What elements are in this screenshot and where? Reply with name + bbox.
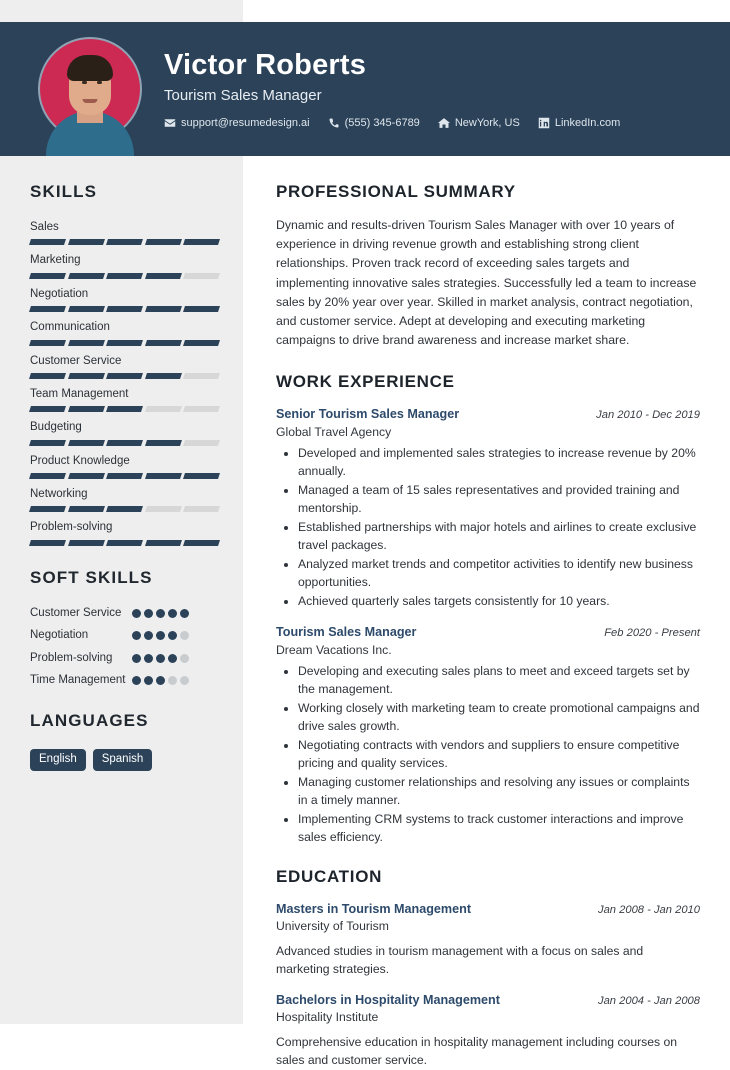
skill-level-segment — [106, 239, 143, 245]
entry-organization: University of Tourism — [276, 919, 389, 934]
skill-level-segment — [145, 239, 182, 245]
rating-dot — [144, 631, 153, 640]
sidebar — [0, 156, 243, 1024]
entry-title: Bachelors in Hospitality Management — [276, 993, 500, 1008]
soft-skill-rating — [132, 606, 190, 618]
skill-level-segment — [68, 406, 105, 412]
entry-description: Advanced studies in tourism management with a focus on sales and marketing strategies. — [276, 943, 644, 976]
skill-level-segment — [145, 473, 182, 479]
entry-organization: Hospitality Institute — [276, 1010, 379, 1025]
education-entry-list — [276, 901, 700, 1070]
soft-skill-label: Customer Service — [30, 606, 122, 619]
skills-section — [30, 182, 219, 546]
entry-title: Masters in Tourism Management — [276, 901, 472, 916]
skill-level-segment — [68, 373, 105, 379]
contact-phone[interactable] — [328, 117, 420, 129]
avatar-mouth — [83, 99, 98, 103]
entry-header — [276, 901, 700, 917]
soft-skill-rating — [132, 651, 190, 663]
skill-level-bar — [30, 473, 219, 479]
skill-level-segment — [68, 506, 105, 512]
skill-level-bar — [30, 440, 219, 446]
skill-level-segment — [29, 340, 66, 346]
skill-level-segment — [145, 506, 182, 512]
skill-level-segment — [68, 306, 105, 312]
skill-level-segment — [29, 440, 66, 446]
languages-section — [30, 711, 219, 771]
rating-dot — [132, 676, 141, 685]
education-entry — [276, 992, 700, 1069]
skill-level-bar — [30, 306, 219, 312]
soft-skills-list — [30, 606, 219, 689]
main-content — [243, 156, 730, 1068]
rating-dot — [144, 609, 153, 618]
soft-skill-item — [30, 651, 219, 667]
skill-level-segment — [183, 340, 220, 346]
work-experience-section — [276, 372, 700, 846]
language-tag[interactable]: Spanish — [93, 749, 153, 771]
rating-dot — [156, 609, 165, 618]
skill-level-segment — [68, 273, 105, 279]
contact-location[interactable] — [438, 117, 520, 129]
soft-skill-item — [30, 606, 219, 622]
summary-section — [276, 182, 700, 350]
skill-label: Team Management — [30, 387, 129, 400]
skill-item — [30, 253, 219, 278]
skill-level-segment — [68, 473, 105, 479]
rating-dot — [168, 631, 177, 640]
skill-level-bar — [30, 406, 219, 412]
rating-dot — [156, 631, 165, 640]
summary-heading: PROFESSIONAL SUMMARY — [276, 182, 516, 201]
skill-level-segment — [145, 406, 182, 412]
rating-dot — [180, 631, 189, 640]
entry-date: Feb 2020 - Present — [604, 627, 700, 640]
entry-date: Jan 2004 - Jan 2008 — [597, 995, 700, 1008]
skill-label: Marketing — [30, 254, 81, 267]
entry-bullet: • Negotiating contracts with vendors and suppliers to ensure competitive pricing and quality services. — [298, 737, 700, 773]
job-title: Tourism Sales Manager — [164, 86, 322, 104]
skill-label: Communication — [30, 321, 110, 334]
rating-dot — [144, 676, 153, 685]
soft-skill-rating — [132, 673, 190, 685]
skill-level-segment — [183, 306, 220, 312]
contact-email-text: support@resumedesign.ai — [181, 116, 310, 129]
skill-level-segment — [106, 440, 143, 446]
skill-item — [30, 520, 219, 545]
soft-skills-section — [30, 568, 219, 689]
entry-bullet: • Analyzed market trends and competitor activities to identify new business opportunities. — [298, 556, 700, 592]
skills-list — [30, 220, 219, 546]
skill-label: Sales — [30, 221, 59, 233]
skill-level-segment — [29, 373, 66, 379]
languages-list — [30, 749, 219, 771]
skill-level-segment — [183, 406, 220, 412]
rating-dot — [168, 609, 177, 618]
resume-header — [0, 22, 730, 156]
resume-body — [0, 156, 730, 1068]
contact-email[interactable] — [164, 117, 310, 129]
skill-level-segment — [29, 473, 66, 479]
skill-level-segment — [29, 273, 66, 279]
skill-label: Networking — [30, 488, 88, 500]
skills-heading: SKILLS — [30, 182, 98, 201]
skill-level-segment — [106, 273, 143, 279]
skill-level-segment — [29, 306, 66, 312]
rating-dot — [156, 654, 165, 663]
languages-heading: LANGUAGES — [30, 710, 149, 730]
entry-bullet: • Managed a team of 15 sales representatives and provided training and mentorship. — [298, 482, 700, 518]
contact-phone-text: (555) 345-6789 — [344, 116, 420, 129]
skill-label: Budgeting — [30, 421, 82, 434]
skill-item — [30, 420, 219, 445]
skill-level-segment — [29, 540, 66, 546]
entry-bullet: • Developing and executing sales plans to meet and exceed targets set by the management. — [298, 663, 700, 699]
skill-level-segment — [183, 440, 220, 446]
rating-dot — [180, 676, 189, 685]
skill-level-segment — [183, 540, 220, 546]
entry-description: Comprehensive education in hospitality management including courses on sales and customer service. — [276, 1034, 678, 1068]
entry-title: Tourism Sales Manager — [276, 625, 417, 640]
entry-date: Jan 2010 - Dec 2019 — [596, 409, 700, 422]
skill-level-segment — [183, 239, 220, 245]
skill-level-segment — [106, 340, 143, 346]
entry-bullet: • Developed and implemented sales strategies to increase revenue by 20% annually. — [298, 445, 700, 481]
skill-item — [30, 320, 219, 345]
linkedin-icon — [538, 117, 550, 129]
skill-level-segment — [106, 306, 143, 312]
entry-organization: Global Travel Agency — [276, 424, 392, 439]
skill-item — [30, 387, 219, 412]
contact-linkedin[interactable] — [538, 117, 620, 129]
contact-linkedin-text: LinkedIn.com — [554, 116, 621, 129]
entry-organization: Dream Vacations Inc. — [276, 642, 392, 657]
skill-label: Customer Service — [30, 354, 122, 367]
contact-location-text: NewYork, US — [454, 116, 520, 129]
soft-skill-label: Negotiation — [30, 629, 89, 642]
avatar — [38, 37, 142, 141]
skill-label: Product Knowledge — [30, 454, 130, 467]
rating-dot — [156, 676, 165, 685]
soft-skill-item — [30, 673, 219, 689]
skill-item — [30, 454, 219, 479]
skill-level-segment — [106, 373, 143, 379]
contact-row — [164, 117, 620, 129]
skill-level-bar — [30, 540, 219, 546]
skill-level-segment — [68, 239, 105, 245]
skill-level-bar — [30, 273, 219, 279]
skill-level-segment — [145, 373, 182, 379]
rating-dot — [144, 654, 153, 663]
entry-date: Jan 2008 - Jan 2010 — [597, 903, 700, 916]
work-entry — [276, 624, 700, 846]
skill-level-segment — [183, 273, 220, 279]
entry-bullet: • Established partnerships with major hotels and airlines to create exclusive travel packages. — [298, 519, 700, 555]
rating-dot — [168, 676, 177, 685]
entry-bullet: • Implementing CRM systems to track customer interactions and improve sales efficiency. — [298, 811, 700, 847]
entry-bullet: • Achieved quarterly sales targets consistently for 10 years. — [298, 593, 700, 611]
avatar-hair — [67, 55, 113, 81]
avatar-eye-left — [82, 81, 87, 84]
skill-level-segment — [29, 239, 66, 245]
skill-level-segment — [183, 373, 220, 379]
skill-item — [30, 354, 219, 379]
skill-level-segment — [145, 306, 182, 312]
soft-skill-label: Time Management — [30, 674, 126, 687]
skill-level-segment — [145, 540, 182, 546]
skill-level-segment — [68, 540, 105, 546]
rating-dot — [168, 654, 177, 663]
skill-level-bar — [30, 340, 219, 346]
skill-level-bar — [30, 506, 219, 512]
skill-level-bar — [30, 373, 219, 379]
header-text-group — [164, 49, 620, 128]
entry-header — [276, 624, 700, 640]
rating-dot — [132, 631, 141, 640]
entry-header — [276, 406, 700, 422]
entry-title: Senior Tourism Sales Manager — [276, 407, 460, 422]
skill-level-segment — [183, 506, 220, 512]
summary-text: Dynamic and results-driven Tourism Sales Manager with over 10 years of experience in driving revenue growth and establishing strong client relationships. Proven track record of exceeding sales targets and implementing innovative sales strategies. Successfully led a team to increase sales by 20% year over year. Skilled in market analysis, contract negotiation, and customer service. Adept at developing and executing marketing campaigns to drive brand awareness and increase market share. — [276, 218, 697, 348]
skill-level-segment — [106, 473, 143, 479]
rating-dot — [132, 654, 141, 663]
skill-item — [30, 220, 219, 245]
rating-dot — [180, 654, 189, 663]
soft-skill-rating — [132, 628, 190, 640]
skill-item — [30, 487, 219, 512]
entry-bullet-list — [276, 445, 700, 610]
work-experience-heading: WORK EXPERIENCE — [276, 372, 455, 392]
education-entry — [276, 901, 700, 978]
skill-label: Negotiation — [30, 287, 89, 300]
soft-skills-heading: SOFT SKILLS — [30, 567, 153, 587]
rating-dot — [132, 609, 141, 618]
rating-dot — [180, 609, 189, 618]
entry-bullet-list — [276, 663, 700, 846]
page-title: Victor Roberts — [164, 49, 367, 82]
skill-level-bar — [30, 239, 219, 245]
skill-item — [30, 287, 219, 312]
soft-skill-label: Problem-solving — [30, 651, 113, 664]
education-section — [276, 867, 700, 1070]
skill-level-segment — [106, 506, 143, 512]
work-entry-list — [276, 406, 700, 846]
skill-level-segment — [68, 440, 105, 446]
skill-level-segment — [106, 406, 143, 412]
education-heading: EDUCATION — [276, 866, 383, 886]
language-tag[interactable]: English — [30, 749, 86, 771]
envelope-icon — [164, 117, 176, 129]
skill-level-segment — [68, 340, 105, 346]
skill-level-segment — [183, 473, 220, 479]
skill-level-segment — [29, 506, 66, 512]
phone-icon — [328, 117, 340, 129]
skill-level-segment — [29, 406, 66, 412]
entry-header — [276, 992, 700, 1008]
skill-level-segment — [145, 273, 182, 279]
skill-label: Problem-solving — [30, 521, 113, 534]
skill-level-segment — [145, 340, 182, 346]
entry-bullet: • Managing customer relationships and resolving any issues or complaints in a timely manner. — [298, 774, 700, 810]
work-entry — [276, 406, 700, 610]
home-icon — [438, 117, 450, 129]
avatar-eye-right — [97, 81, 102, 84]
entry-bullet: • Working closely with marketing team to create promotional campaigns and drive sales growth. — [298, 700, 700, 736]
skill-level-segment — [145, 440, 182, 446]
soft-skill-item — [30, 628, 219, 644]
skill-level-segment — [106, 540, 143, 546]
